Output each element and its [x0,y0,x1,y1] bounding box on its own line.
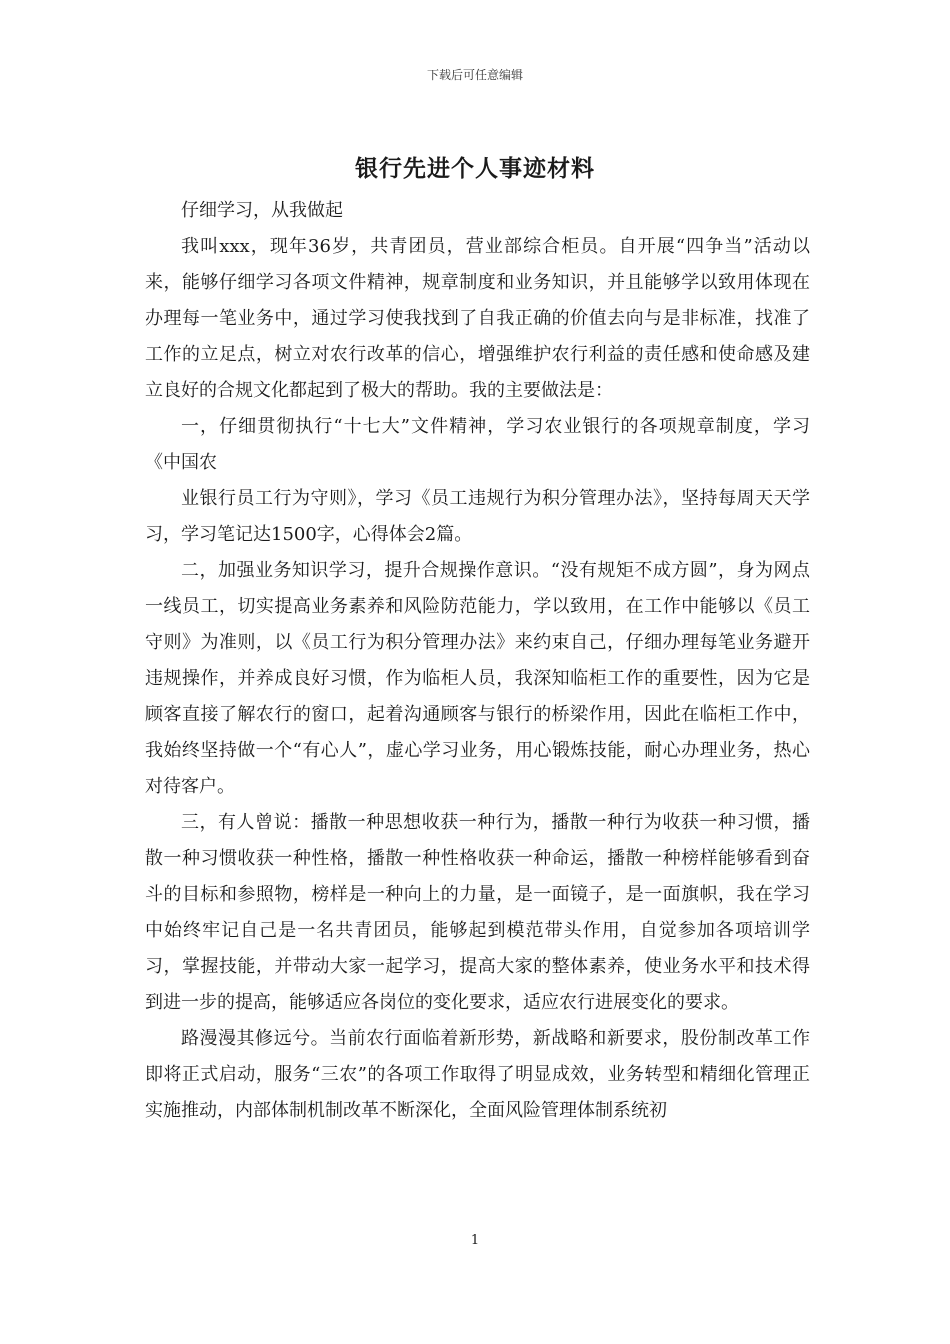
paragraph-intro: 我叫xxx，现年36岁，共青团员，营业部综合柜员。自开展“四争当”活动以来，能够仔细学习各项文件精神，规章制度和业务知识，并且能够学以致用体现在办理每一笔业务中，通过学习使我找到了自我正确的价值去向与是非标准，找准了工作的立足点，树立对农行改革的信心，增强维护农行利益的责任感和使命感及建立良好的合规文化都起到了极大的帮助。我的主要做法是： [145,236,810,401]
paragraph-point-three: 三，有人曾说：播散一种思想收获一种行为，播散一种行为收获一种习惯，播散一种习惯收获一种性格，播散一种性格收获一种命运，播散一种榜样能够看到奋斗的目标和参照物，榜样是一种向上的力量，是一面镜子，是一面旗帜，我在学习中始终牢记自己是一名共青团员，能够起到模范带头作用，自觉参加各项培训学习，掌握技能，并带动大家一起学习，提高大家的整体素养，使业务水平和技术得到进一步的提高，能够适应各岗位的变化要求，适应农行进展变化的要求。 [145,812,810,1013]
paragraph-point-two: 二，加强业务知识学习，提升合规操作意识。“没有规矩不成方圆”，身为网点一线员工，切实提高业务素养和风险防范能力，学以致用，在工作中能够以《员工守则》为准则，以《员工行为积分管理办法》来约束自己，仔细办理每笔业务避开违规操作，并养成良好习惯，作为临柜人员，我深知临柜工作的重要性，因为它是顾客直接了解农行的窗口，起着沟通顾客与银行的桥梁作用，因此在临柜工作中，我始终坚持做一个“有心人”，虚心学习业务，用心锻炼技能，耐心办理业务，热心对待客户。 [145,560,810,797]
paragraph-outlook: 路漫漫其修远兮。当前农行面临着新形势，新战略和新要求，股份制改革工作即将正式启动，服务“三农”的各项工作取得了明显成效，业务转型和精细化管理正实施推动，内部体制机制改革不断深化，全面风险管理体制系统初 [145,1028,810,1121]
document-title: 银行先进个人事迹材料 [355,155,595,182]
paragraph-subtitle: 仔细学习，从我做起 [181,200,343,221]
page-number: 1 [470,1233,480,1248]
paragraph-point-one-cont: 业银行员工行为守则》，学习《员工违规行为积分管理办法》，坚持每周天天学习，学习笔记达1500字，心得体会2篇。 [145,488,810,545]
paragraph-point-one: 一，仔细贯彻执行“十七大”文件精神，学习农业银行的各项规章制度，学习《中国农 [145,416,810,473]
header-note: 下载后可任意编辑 [426,68,523,82]
document-body [145,193,810,1129]
